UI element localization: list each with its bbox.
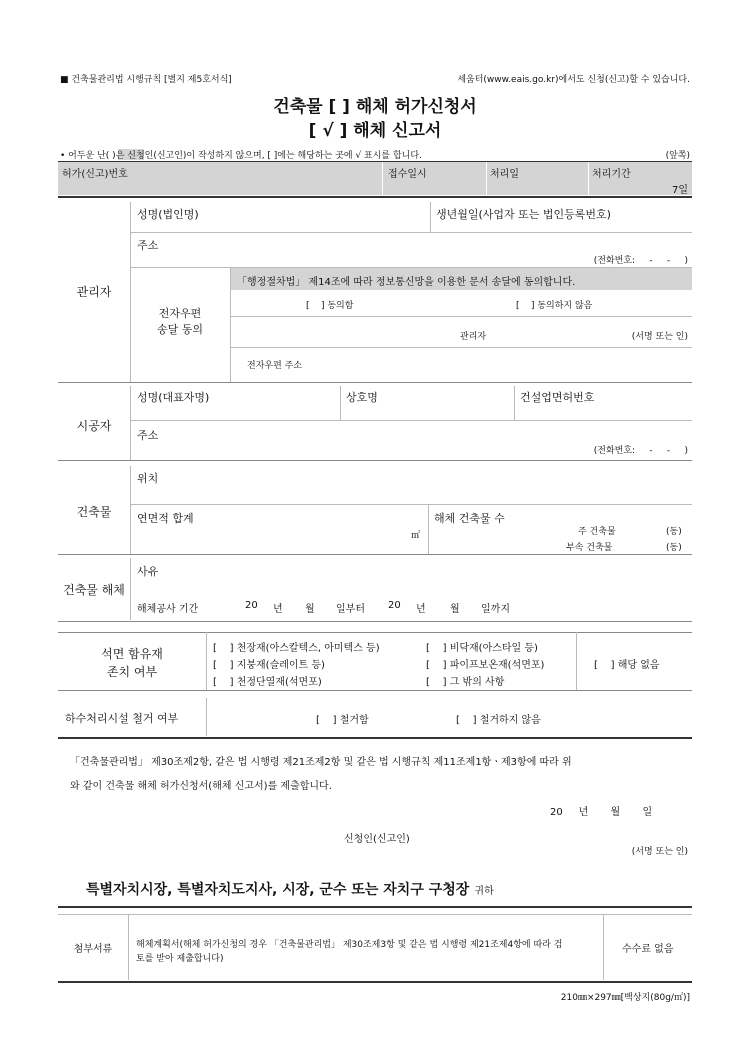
recipient-suffix: 귀하 — [474, 886, 494, 897]
asbestos-section-l2: 존치 여부 — [106, 665, 158, 679]
sewage-remove-checkbox[interactable]: [ ] 철거함 — [316, 715, 369, 726]
sub-building-label: 부속 건축물 — [566, 543, 613, 553]
fee-label: 수수료 없음 — [622, 944, 674, 955]
main-building-unit: (동) — [666, 527, 682, 537]
main-building-label: 주 건축물 — [578, 527, 616, 537]
fill-notice: • 어두운 난( )은 신청인(신고인)이 작성하지 않으며, [ ]에는 해당하는 곳에 √ 표시를 합니다. — [60, 151, 422, 161]
consent-agree-checkbox[interactable]: [ ] 동의함 — [306, 301, 354, 311]
page-side: (앞쪽) — [665, 151, 690, 161]
asbestos-pipe-checkbox[interactable]: [ ] 파이프보온재(석면포) — [426, 660, 545, 671]
recipient-name: 특별자치시장, 특별자치도지사, 시장, 군수 또는 자치구 구청장 — [86, 882, 470, 898]
received-date-label: 접수일시 — [388, 169, 427, 180]
declaration-line2: 와 같이 건축물 해체 허가신청서(해체 신고서)를 제출합니다. — [70, 781, 332, 792]
building-count-label: 해체 건축물 수 — [434, 512, 505, 525]
asbestos-other-checkbox[interactable]: [ ] 그 밖의 사항 — [426, 677, 505, 688]
end-year-unit: 년 — [416, 604, 426, 615]
applicant-label: 신청인(신고인) — [344, 834, 410, 845]
asbestos-insulation-checkbox[interactable]: [ ] 천정단열재(석면포) — [213, 677, 322, 688]
asbestos-section-l1: 석면 함유재 — [101, 647, 163, 661]
contractor-address-label: 주소 — [137, 429, 159, 442]
online-notice: 세움터(www.eais.go.kr)에서도 신청(신고)할 수 있습니다. — [457, 75, 690, 85]
manager-phone: (전화번호: - - ) — [593, 256, 688, 266]
paper-spec: 210㎜×297㎜[백상지(80g/㎡)] — [560, 993, 690, 1003]
area-unit: ㎡ — [411, 531, 421, 541]
declaration-line1: 「건축물관리법」 제30조제2항, 같은 법 시행령 제21조제2항 및 같은 법 시행규칙 제11조제1항ㆍ제3항에 따라 위 — [70, 757, 572, 768]
email-consent-label: 전자우편 송달 동의 — [156, 307, 203, 336]
asbestos-none-checkbox[interactable]: [ ] 해당 없음 — [594, 660, 660, 671]
demolition-period-label: 해체공사 기간 — [137, 604, 199, 615]
manager-signer-label: 관리자 — [460, 332, 487, 342]
manager-sign-label: (서명 또는 인) — [631, 332, 688, 342]
asbestos-roof-checkbox[interactable]: [ ] 지붕재(슬레이트 등) — [213, 660, 325, 671]
applicant-sign-label: (서명 또는 인) — [631, 847, 688, 857]
asbestos-ceiling-checkbox[interactable]: [ ] 천장재(아스칼텍스, 아미텍스 등) — [213, 643, 380, 654]
sewage-section-label: 하수처리시설 철거 여부 — [65, 712, 179, 725]
manager-name-label: 성명(법인명) — [137, 208, 199, 221]
start-year: 20 — [245, 600, 258, 611]
consent-notice: 「행정절차법」 제14조에 따라 정보통신망을 이용한 문서 송달에 동의합니다. — [237, 277, 576, 288]
manager-section-label: 관리자 — [76, 285, 112, 299]
start-day-unit: 일부터 — [336, 604, 365, 615]
license-number-label: 건설업면허번호 — [520, 391, 595, 404]
manager-address-label: 주소 — [137, 239, 159, 252]
end-month-unit: 월 — [450, 604, 460, 615]
contractor-phone: (전화번호: - - ) — [593, 446, 688, 456]
form-reference: ■ 건축물관리법 시행규칙 [별지 제5호서식] — [60, 75, 232, 85]
processed-date-label: 처리일 — [490, 169, 519, 180]
building-section-label: 건축물 — [76, 505, 112, 519]
start-year-unit: 년 — [273, 604, 283, 615]
total-area-label: 연면적 합계 — [137, 512, 194, 525]
company-name-label: 상호명 — [346, 391, 378, 404]
processing-period-value: 7일 — [671, 185, 688, 196]
contractor-section-label: 시공자 — [76, 419, 112, 433]
location-label: 위치 — [137, 472, 159, 485]
permit-number-label: 허가(신고)번호 — [62, 169, 128, 180]
end-year: 20 — [388, 600, 401, 611]
sub-building-unit: (동) — [666, 543, 682, 553]
contractor-name-label: 성명(대표자명) — [137, 391, 210, 404]
title-line2: [ √ ] 해체 신고서 — [308, 121, 442, 141]
start-month-unit: 월 — [305, 604, 315, 615]
attachments-line2: 토를 받아 제출합니다) — [136, 954, 224, 964]
demolition-section-label: 건축물 해체 — [63, 583, 125, 597]
asbestos-floor-checkbox[interactable]: [ ] 비닥재(아스타일 등) — [426, 643, 538, 654]
title-line1: 건축물 [ ] 해체 허가신청서 — [273, 97, 477, 117]
declaration-date: 20 년 월 일 — [550, 807, 653, 818]
manager-birth-label: 생년월일(사업자 또는 법인등록번호) — [436, 208, 611, 221]
end-day-unit: 일까지 — [481, 604, 510, 615]
attachments-label: 첨부서류 — [73, 944, 113, 955]
recipient — [86, 879, 494, 899]
sewage-keep-checkbox[interactable]: [ ] 철거하지 않음 — [456, 715, 541, 726]
consent-disagree-checkbox[interactable]: [ ] 동의하지 않음 — [516, 301, 593, 311]
attachments-line1: 해체계획서(해체 허가신청의 경우 「건축물관리법」 제30조제3항 및 같은 법 시행령 제21조제4항에 따라 검 — [136, 940, 563, 950]
email-address-label: 전자우편 주소 — [247, 361, 303, 371]
reason-label: 사유 — [137, 565, 159, 578]
processing-period-label: 처리기간 — [592, 169, 631, 180]
